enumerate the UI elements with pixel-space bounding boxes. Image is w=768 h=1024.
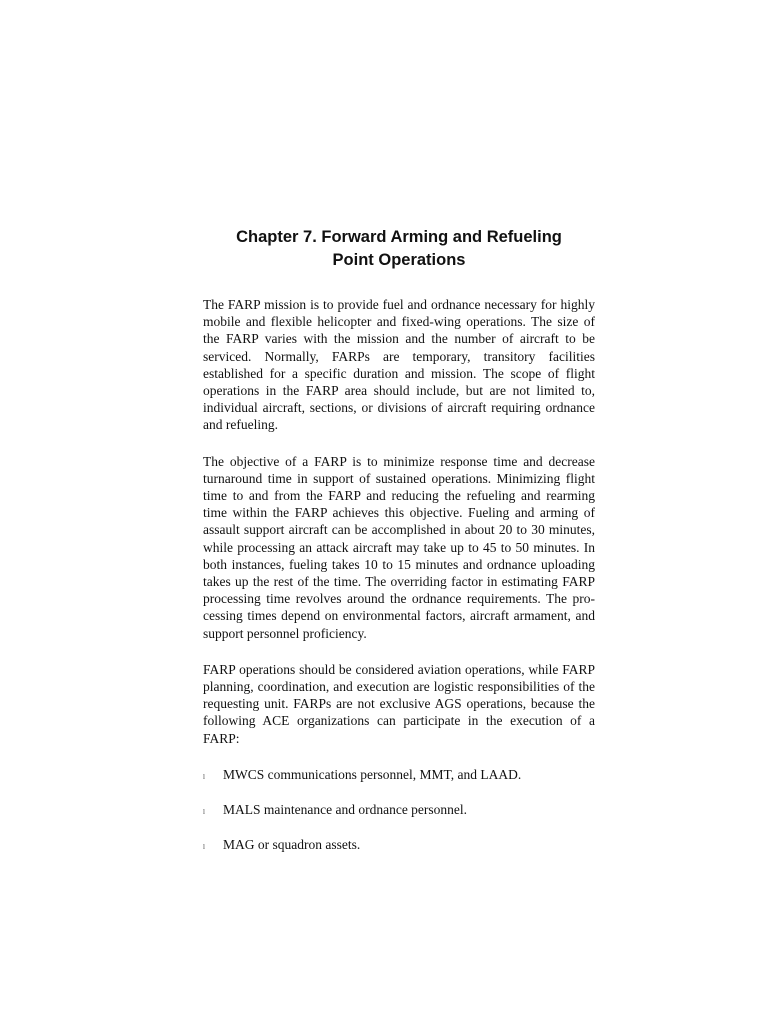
document-page [203, 226, 595, 871]
list-item [203, 801, 595, 818]
ace-organizations-list [203, 766, 595, 853]
chapter-title [203, 226, 595, 272]
bullet-icon: l [203, 772, 205, 781]
bullet-icon: l [203, 842, 205, 851]
paragraph-farp-objective: The objective of a FARP is to minimize response time and decrease turnaround time in support of sustained operations. Minimizing flight time to and from the FARP and reducing the refueling and rearming time within the FARP achieves this objective. Fueling and arming of assault support aircraft can be accomplished in about 20 to 30 minutes, while processing an attack aircraft may take up to 45 to 50 minutes. In both instances, fueling takes 10 to 15 minutes and ordnance uploading takes up the rest of the time. The overriding factor in estimating FARP processing time revolves around the ordnance requirements. The processing times depend on environmental factors, aircraft armament, and support personnel proficiency. [203, 453, 595, 641]
list-item-text: MWCS communications personnel, MMT, and LAAD. [223, 766, 522, 782]
bullet-icon: l [203, 807, 205, 816]
paragraph-farp-mission: The FARP mission is to provide fuel and ordnance necessary for highly mobile and flexible helicopter and fixed-wing operations. The size of the FARP varies with the mission and the number of aircraft to be serviced. Normally, FARPs are temporary, transitory facilities established for a specific duration and mission. The scope of flight operations in the FARP area should include, but are not limited to, individual aircraft, sections, or divisions of aircraft requiring ordnance and refueling. [203, 297, 595, 433]
chapter-title-line-1: Chapter 7. Forward Arming and Refueling [236, 228, 562, 246]
chapter-title-line-2: Point Operations [332, 251, 466, 269]
list-item [203, 766, 595, 783]
paragraph-farp-operations: FARP operations should be considered aviation operations, while FARP planning, coordination, and execution are logistic responsibilities of the requesting unit. FARPs are not exclusive AGS operations, because the following ACE organizations can participate in the execution of a FARP: [203, 661, 595, 746]
list-item-text: MALS maintenance and ordnance personnel. [223, 801, 468, 817]
list-item [203, 836, 595, 853]
list-item-text: MAG or squadron assets. [223, 836, 361, 852]
